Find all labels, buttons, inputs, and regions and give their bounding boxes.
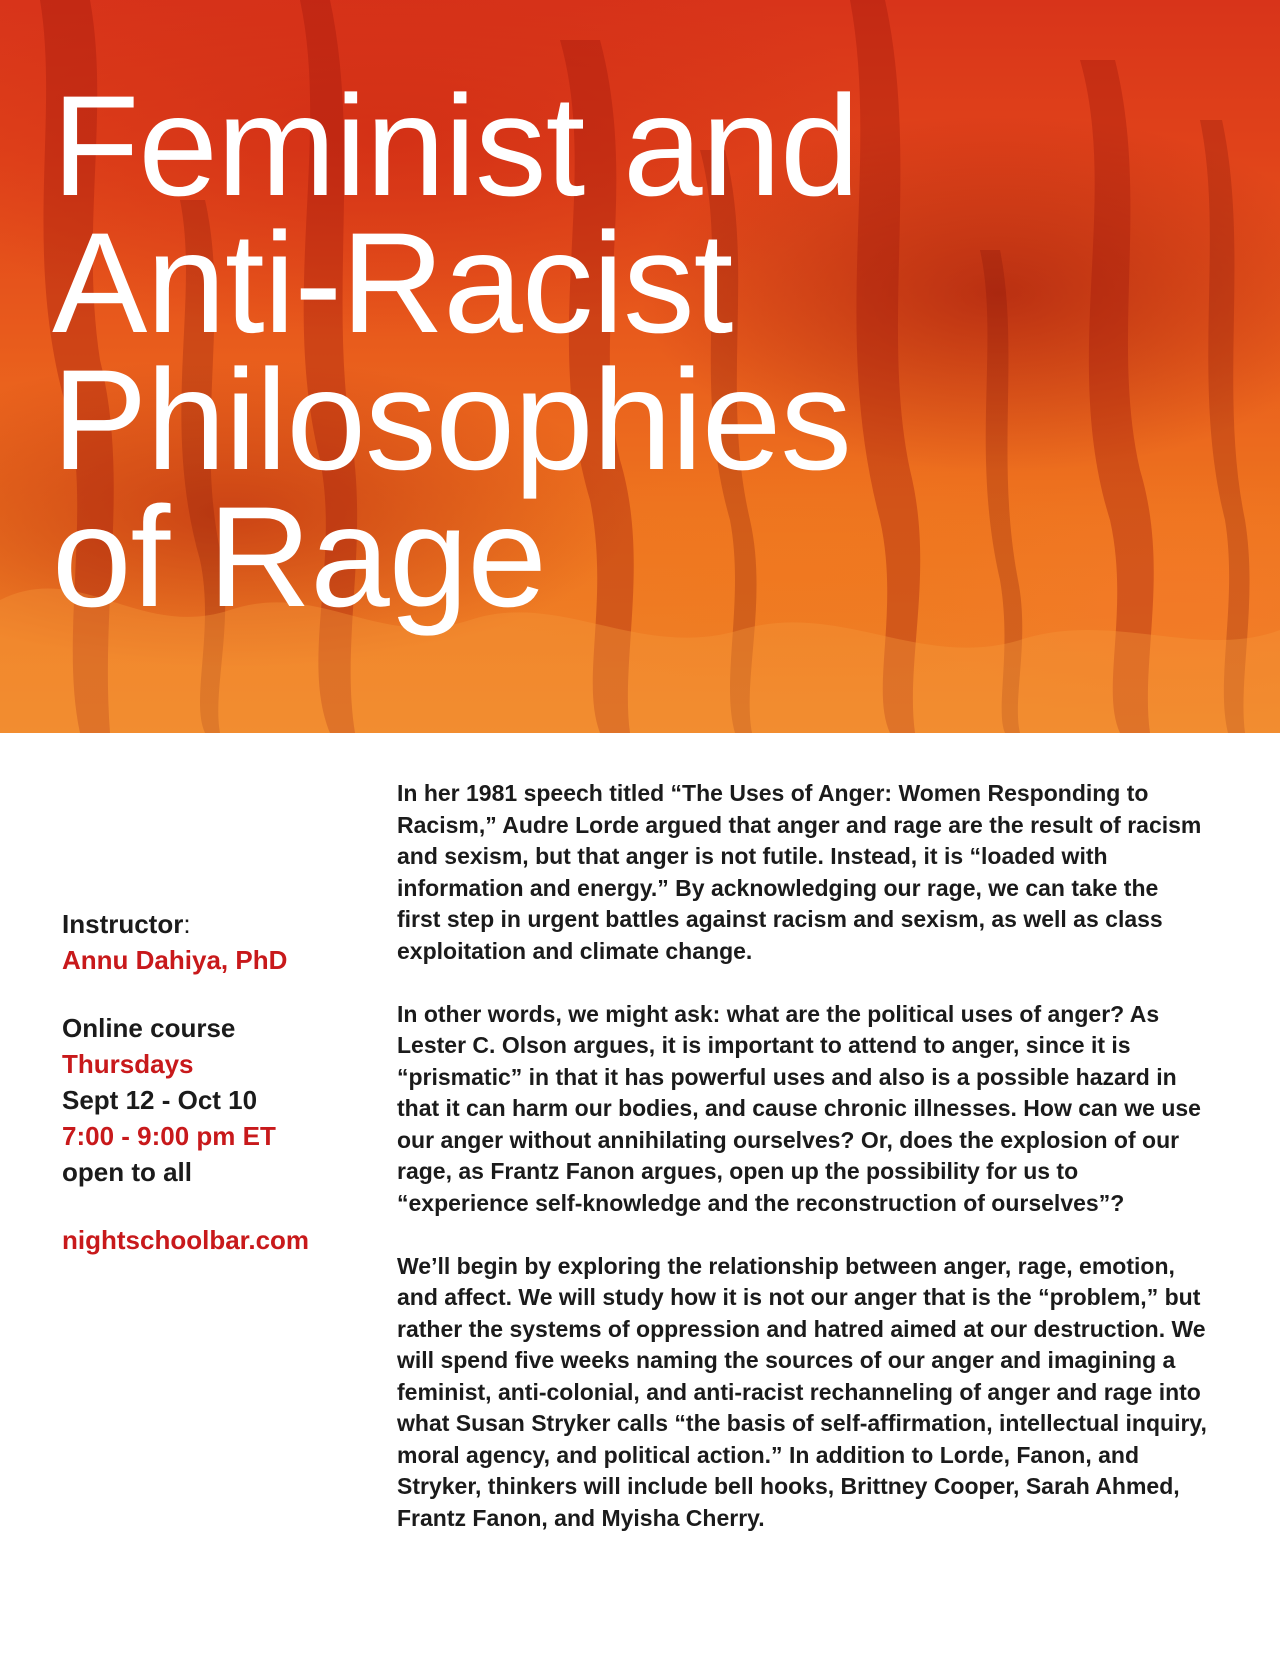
title-line-4: of Rage <box>52 478 546 637</box>
course-format: Online course <box>62 1013 236 1043</box>
instructor-name: Annu Dahiya, PhD <box>62 945 288 975</box>
title-line-2: Anti-Racist <box>52 204 733 363</box>
course-day: Thursdays <box>62 1049 194 1079</box>
spacer <box>62 1190 382 1222</box>
course-audience: open to all <box>62 1157 192 1187</box>
description-paragraph-3: We’ll begin by exploring the relationship between anger, rage, emotion, and affect. We will study how it is not our anger that is the “problem,” but rather the systems of oppression and hatred aimed at our destruction. We will spend five weeks naming the sources of our anger and imagining a feminist, anti-colonial, and anti-racist rechanneling of anger and rage into what Susan Stryker calls “the basis of self-affirmation, intellectual inquiry, moral agency, and political action.” In addition to Lorde, Fanon, and Stryker, thinkers will include bell hooks, Brittney Cooper, Sarah Ahmed, Frantz Fanon, and Myisha Cherry. <box>397 1252 1207 1531</box>
instructor-label: Instructor <box>62 909 184 939</box>
title-line-3: Philosophies <box>52 341 851 500</box>
instructor-colon: : <box>183 909 191 939</box>
spacer <box>62 978 382 1010</box>
website-link[interactable]: nightschoolbar.com <box>62 1225 310 1255</box>
event-title <box>52 67 1052 637</box>
course-time: 7:00 - 9:00 pm ET <box>62 1121 276 1151</box>
hero-banner <box>0 0 1280 733</box>
instructor-row <box>62 906 382 942</box>
description-paragraph-1: In her 1981 speech titled “The Uses of Anger: Women Responding to Racism,” Audre Lorde argued that anger and rage are the result of racism and sexism, but that anger is not futile. Instead, it is “loaded with information and energy.” By acknowledging our rage, we can take the first step in urgent battles against racism and sexism, as well as class exploitation and climate change. <box>397 780 1202 964</box>
course-dates: Sept 12 - Oct 10 <box>62 1085 258 1115</box>
course-info <box>62 906 382 1258</box>
title-line-1: Feminist and <box>52 67 859 226</box>
course-description <box>397 778 1207 1566</box>
description-paragraph-2: In other words, we might ask: what are the political uses of anger? As Lester C. Olson argues, it is important to attend to anger, since it is “prismatic” in that it has powerful uses and also is a possible hazard in that it can harm our bodies, and cause chronic illnesses. How can we use our anger without annihilating ourselves? Or, does the explosion of our rage, as Frantz Fanon argues, open up the possibility for us to “experience self-knowledge and the reconstruction of ourselves”? <box>397 1000 1201 1216</box>
